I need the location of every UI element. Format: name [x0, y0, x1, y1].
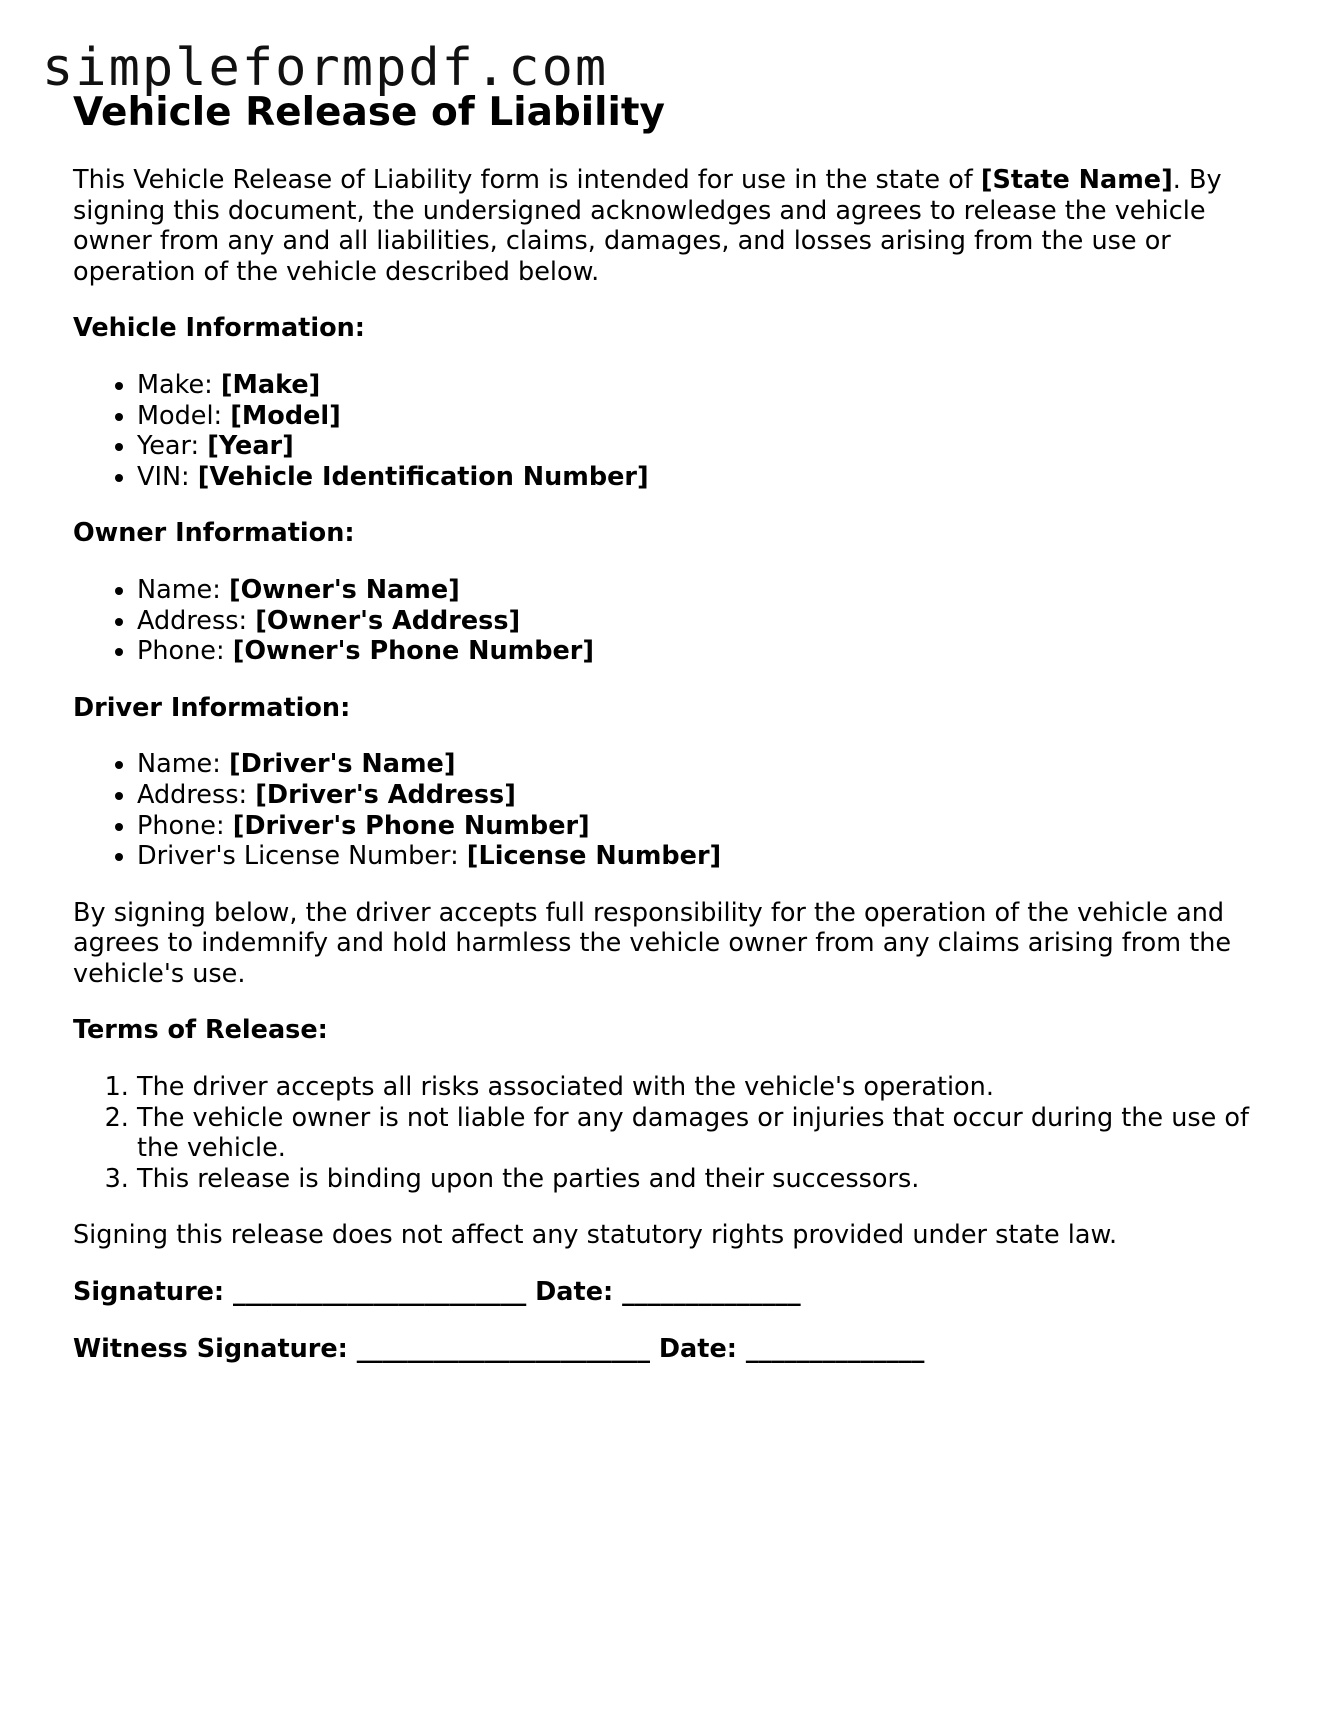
owner-phone-label: Phone:	[137, 636, 233, 667]
state-name-field: [State Name]	[980, 165, 1173, 195]
owner-info-list	[73, 575, 1263, 667]
list-item	[137, 462, 1263, 493]
driver-address-field: [Driver's Address]	[255, 779, 516, 810]
driver-phone-field: [Driver's Phone Number]	[232, 810, 590, 841]
witness-signature-field: Witness Signature: _______________________	[73, 1333, 659, 1364]
list-item	[137, 636, 1263, 667]
list-item: 1. The driver accepts all risks associated with the vehicle's operation.	[137, 1072, 1263, 1103]
driver-address-label: Address:	[137, 779, 256, 810]
terms-list	[73, 1072, 1263, 1194]
driver-name-field: [Driver's Name]	[228, 749, 456, 780]
signature-line	[73, 1277, 1263, 1308]
driver-phone-label: Phone:	[137, 810, 233, 841]
vehicle-vin-label: VIN:	[137, 461, 198, 492]
list-item: 2. The vehicle owner is not liable for any damages or injuries that occur during the use of the vehicle.	[137, 1103, 1263, 1164]
owner-info-heading: Owner Information:	[73, 518, 355, 549]
owner-name-field: [Owner's Name]	[228, 574, 460, 605]
watermark: simpleformpdf.com	[42, 38, 609, 98]
owner-address-label: Address:	[137, 605, 256, 636]
driver-license-field: [License Number]	[466, 841, 722, 872]
vehicle-year-field: [Year]	[207, 431, 294, 462]
vehicle-make-field: [Make]	[220, 369, 321, 400]
driver-license-label: Driver's License Number:	[137, 841, 467, 872]
witness-date-field: Date: ______________	[658, 1333, 925, 1364]
list-item: 3. This release is binding upon the parties and their successors.	[137, 1164, 1263, 1195]
vehicle-vin-field: [Vehicle Identification Number]	[197, 461, 649, 492]
document-title: Vehicle Release of Liability	[73, 90, 665, 135]
list-item	[137, 431, 1263, 462]
intro-text-after: . By signing this document, the undersigned acknowledges and agrees to release the vehicle owner from any and all liabilities, claims, damages, and losses arising from the use or operation of the vehicle described below.	[73, 165, 1222, 287]
owner-address-field: [Owner's Address]	[255, 605, 521, 636]
list-item	[137, 575, 1263, 606]
driver-info-list	[73, 749, 1263, 871]
vehicle-info-heading: Vehicle Information:	[73, 313, 365, 344]
owner-phone-field: [Owner's Phone Number]	[232, 636, 594, 667]
terms-heading: Terms of Release:	[73, 1015, 328, 1046]
signature-field: Signature: _______________________	[73, 1277, 536, 1308]
list-item	[137, 780, 1263, 811]
list-item	[137, 606, 1263, 637]
vehicle-info-list	[73, 370, 1263, 492]
list-item	[137, 811, 1263, 842]
driver-name-label: Name:	[137, 749, 229, 780]
statutory-paragraph: Signing this release does not affect any statutory rights provided under state law.	[73, 1220, 1118, 1251]
vehicle-make-label: Make:	[137, 369, 221, 400]
vehicle-model-label: Model:	[137, 400, 231, 431]
vehicle-model-field: [Model]	[230, 400, 341, 431]
document-body	[73, 88, 1263, 1364]
acceptance-paragraph: By signing below, the driver accepts full responsibility for the operation of the vehicle and agrees to indemnify and hold harmless the vehicle owner from any claims arising from the vehicle's use.	[73, 897, 1232, 989]
intro-text-before: This Vehicle Release of Liability form is intended for use in the state of	[73, 165, 981, 195]
list-item	[137, 841, 1263, 872]
list-item	[137, 401, 1263, 432]
signature-date-field: Date: ______________	[535, 1277, 801, 1308]
witness-signature-line	[73, 1334, 1263, 1365]
vehicle-year-label: Year:	[137, 431, 208, 462]
driver-info-heading: Driver Information:	[73, 692, 351, 723]
intro-paragraph	[73, 165, 1263, 287]
owner-name-label: Name:	[137, 574, 229, 605]
list-item	[137, 749, 1263, 780]
list-item	[137, 370, 1263, 401]
